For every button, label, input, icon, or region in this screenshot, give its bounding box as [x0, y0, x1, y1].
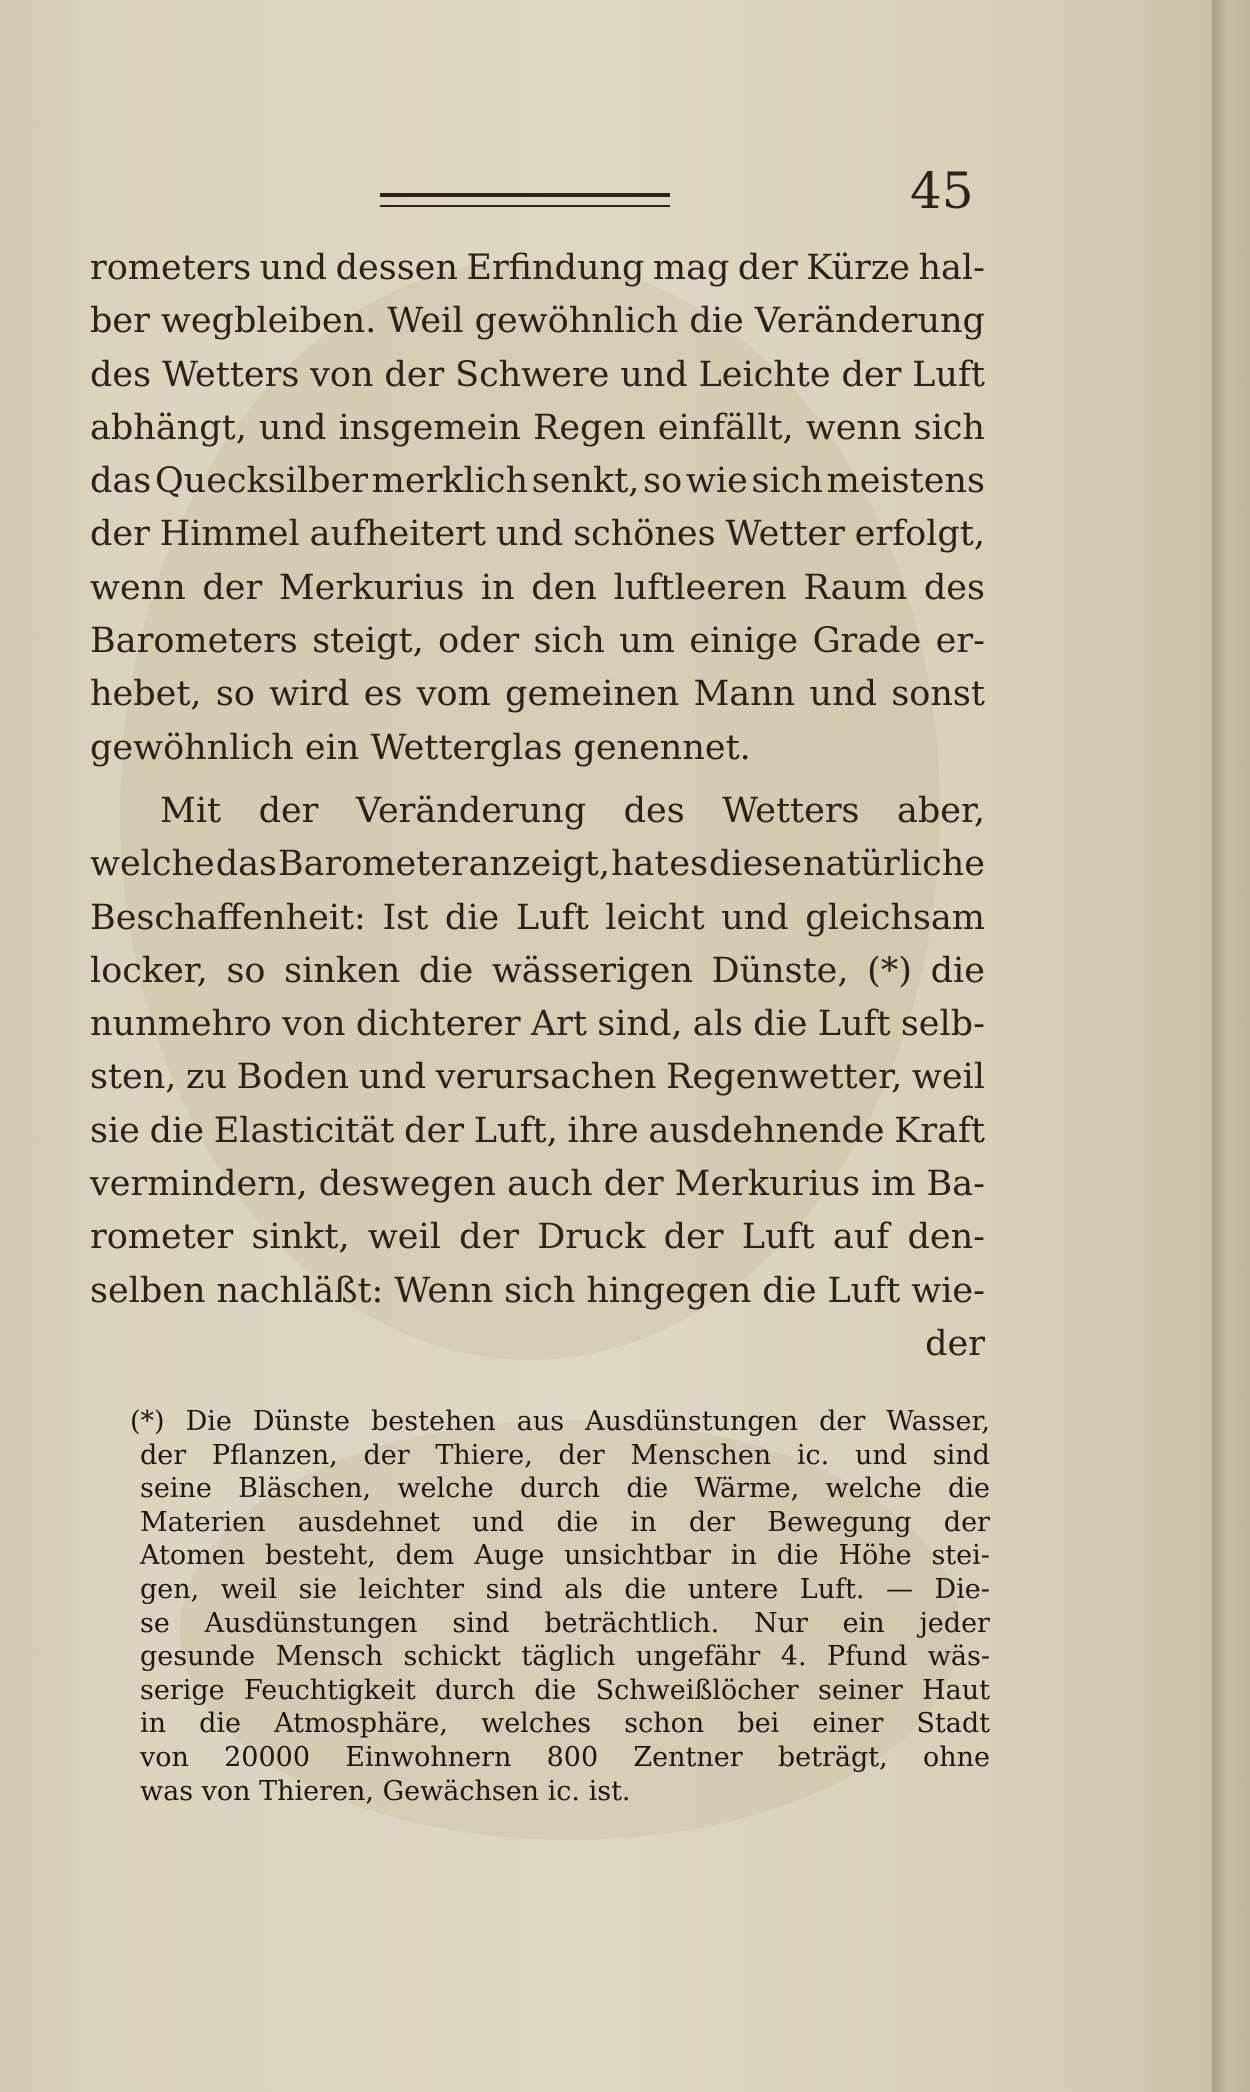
text-line: sten, zu Boden und verursachen Regenwetter, weil — [90, 1057, 985, 1098]
text-line: selben nachläßt: Wenn sich hingegen die Luft wie- — [90, 1270, 985, 1311]
text-line: rometers und dessen Erfindung mag der Kürze hal- — [90, 248, 985, 288]
footnote-line: von 20000 Einwohnern 800 Zentner beträgt, ohne — [140, 1741, 990, 1773]
text-line: das Quecksilber merklich senkt, so wie sich meistens — [90, 461, 985, 502]
text-line: gewöhnlich ein Wetterglas genennet. — [90, 727, 751, 768]
text-line: Barometers steigt, oder sich um einige Grade er- — [90, 621, 985, 662]
text-line: sie die Elasticität der Luft, ihre ausdehnende Kraft — [90, 1110, 985, 1151]
footnote-line: was von Thieren, Gewächsen ic. ist. — [140, 1775, 631, 1807]
text-line: Mit der Veränderung des Wetters aber, — [160, 790, 985, 831]
text-line: des Wetters von der Schwere und Leichte der Luft — [90, 354, 985, 395]
footnote-line: serige Feuchtigkeit durch die Schweißlöcher seiner Haut — [140, 1674, 990, 1706]
text-line: ber wegbleiben. Weil gewöhnlich die Veränderung — [90, 301, 985, 342]
footnote-line: gesunde Mensch schickt täglich ungefähr 4. Pfund wäs- — [140, 1641, 990, 1673]
footnote-line: Materien ausdehnet und die in der Bewegung der — [140, 1506, 990, 1538]
text-line: nunmehro von dichterer Art sind, als die Luft selb- — [90, 1004, 985, 1045]
footnote-line: seine Bläschen, welche durch die Wärme, welche die — [140, 1473, 990, 1505]
footnote-line: gen, weil sie leichter sind als die untere Luft. — Die- — [140, 1573, 990, 1605]
page-number: 45 — [910, 162, 974, 220]
text-line: rometer sinkt, weil der Druck der Luft auf den- — [90, 1217, 985, 1258]
text-line: vermindern, deswegen auch der Merkurius im Ba- — [90, 1164, 985, 1205]
page-edge — [1212, 0, 1250, 2092]
text-line: abhängt, und insgemein Regen einfällt, wenn sich — [90, 407, 985, 448]
text-line: wenn der Merkurius in den luftleeren Raum des — [90, 567, 985, 608]
catchword: der — [925, 1323, 985, 1364]
text-line: welche das Barometer anzeigt, hat es diese natürliche — [90, 844, 985, 885]
footnote-line: (*) Die Dünste bestehen aus Ausdünstungen der Wasser, — [130, 1406, 990, 1437]
header-rule — [380, 193, 670, 207]
text-line: der Himmel aufheitert und schönes Wetter erfolgt, — [90, 514, 985, 555]
footnote-line: in die Atmosphäre, welches schon bei einer Stadt — [140, 1708, 990, 1740]
text-line: hebet, so wird es vom gemeinen Mann und sonst — [90, 674, 985, 715]
main-text — [90, 242, 985, 1371]
footnote-line: der Pflanzen, der Thiere, der Menschen ic. und sind — [140, 1439, 990, 1471]
footnote-line: se Ausdünstungen sind beträchtlich. Nur ein jeder — [140, 1607, 990, 1639]
footnote — [130, 1405, 990, 1808]
text-line: Beschaffenheit: Ist die Luft leicht und gleichsam — [90, 897, 985, 938]
footnote-line: Atomen besteht, dem Auge unsichtbar in die Höhe stei- — [140, 1540, 990, 1572]
text-line: locker, so sinken die wässerigen Dünste, (*) die — [90, 950, 985, 991]
